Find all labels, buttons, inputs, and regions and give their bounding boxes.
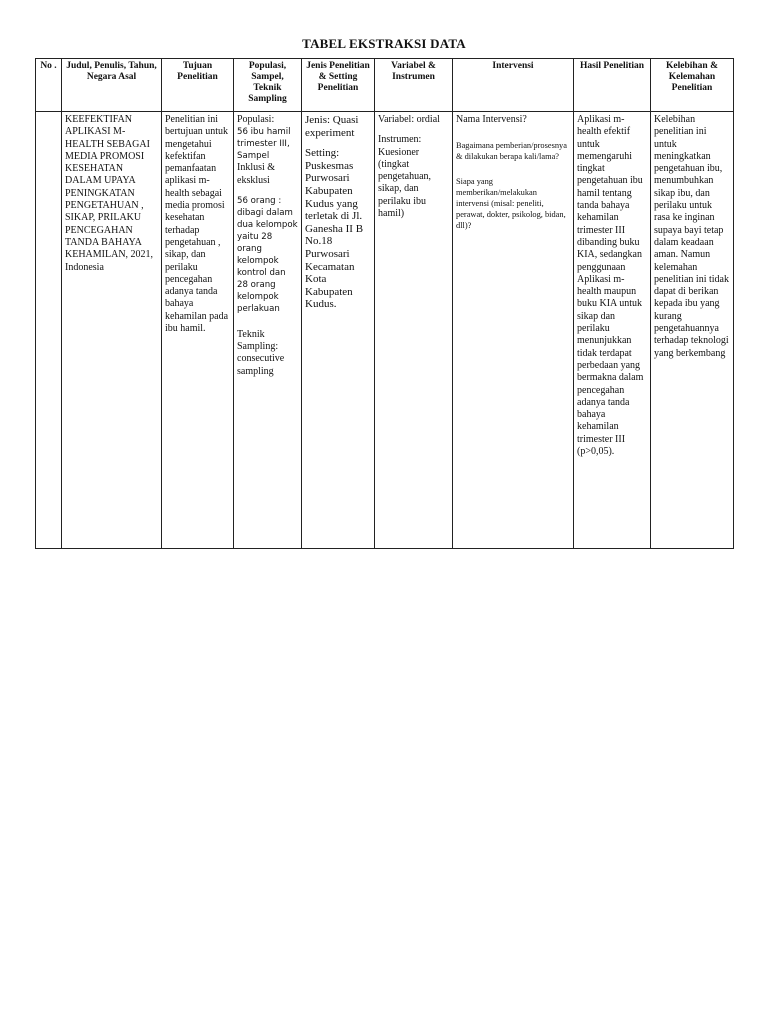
intervensi-siapa: Siapa yang memberikan/melakukan intervensi (misal: peneliti, perawat, dokter, psikolog, bidan, dll)? — [456, 177, 566, 231]
sampel-value: Inklusi & eksklusi — [237, 162, 276, 186]
header-tujuan: Tujuan Penelitian — [162, 59, 234, 112]
table-row — [36, 112, 734, 549]
cell-variabel — [375, 112, 453, 549]
teknik-value: consecutive sampling — [237, 353, 285, 377]
cell-no — [36, 112, 62, 549]
document-title: TABEL EKSTRAKSI DATA — [302, 36, 466, 51]
header-jenis: Jenis Penelitian & Setting Penelitian — [302, 59, 375, 112]
table-header-row — [36, 59, 734, 112]
header-populasi: Populasi, Sampel, Teknik Sampling — [234, 59, 302, 112]
intervensi-nama: Nama Intervensi? — [456, 114, 527, 125]
cell-tujuan: Penelitian ini bertujuan untuk mengetahui kefektifan pemanfaatan aplikasi m-health sebagai media promosi kesehatan terhadap pengetahuan , sikap, dan perilaku pencegahan adanya tanda bahaya kehamilan pada ibu hamil. — [162, 112, 234, 549]
setting-value: Setting: Puskesmas Purwosari Kabupaten Kudus yang terletak di Jl. Ganesha II B No.18 Purwosari Kecamatan Kota Kabupaten Kudus. — [305, 147, 364, 311]
cell-kelebihan: Kelebihan penelitian ini untuk meningkatkan pengetahuan ibu, menumbuhkan sikap ibu, dan perilaku untuk rasa ke inginan supaya bayi tetap dalam keadaan aman. Namun kelemahan penelitian ini tidak dapat di berikan kepada ibu yang kurang pengetahuannya terhadap teknologi yang berkembang — [651, 112, 734, 549]
populasi-value: 56 ibu hamil trimester III, — [237, 127, 291, 150]
header-kelebihan: Kelebihan & Kelemahan Penelitian — [651, 59, 734, 112]
cell-hasil: Aplikasi m-health efektif untuk memengaruhi tingkat pengetahuan ibu hamil tentang tanda bahaya kehamilan trimester III dibanding buku KIA, sedangkan penggunaan Aplikasi m-health maupun buku KIA untuk sikap dan perilaku menunjukkan tidak terdapat perbedaan yang bermakna dalam pencegahan adanya tanda bahaya kehamilan trimester III (p>0,05). — [574, 112, 651, 549]
header-intervensi: Intervensi — [453, 59, 574, 112]
jenis-value: Jenis: Quasi experiment — [305, 114, 359, 139]
header-no: No . — [36, 59, 62, 112]
extraction-table — [35, 58, 734, 549]
sampel-label: Sampel — [237, 151, 270, 162]
sampel-jumlah: 56 orang : dibagi dalam dua kelompok yaitu 28 orang kelompok kontrol dan 28 orang kelompok perlakuan — [237, 195, 298, 314]
variabel-value: Variabel: ordial — [378, 114, 440, 125]
populasi-label: Populasi: — [237, 114, 275, 125]
cell-intervensi — [453, 112, 574, 549]
teknik-label: Teknik Sampling: — [237, 328, 279, 353]
intervensi-cara: Bagaimana pemberian/prosesnya & dilakukan berapa kali/lama? — [456, 141, 567, 162]
header-variabel: Variabel & Instrumen — [375, 59, 453, 112]
cell-jenis — [302, 112, 375, 549]
cell-populasi — [234, 112, 302, 549]
header-hasil: Hasil Penelitian — [574, 59, 651, 112]
instrumen-value: Instrumen: Kuesioner (tingkat pengetahuan, sikap, dan perilaku ibu hamil) — [378, 134, 432, 220]
cell-judul: KEEFEKTIFAN APLIKASI M-HEALTH SEBAGAI MEDIA PROMOSI KESEHATAN DALAM UPAYA PENINGKATAN PENGETAHUAN , SIKAP, PRILAKU PENCEGAHAN TANDA BAHAYA KEHAMILAN, 2021, Indonesia — [62, 112, 162, 549]
header-judul: Judul, Penulis, Tahun, Negara Asal — [62, 59, 162, 112]
